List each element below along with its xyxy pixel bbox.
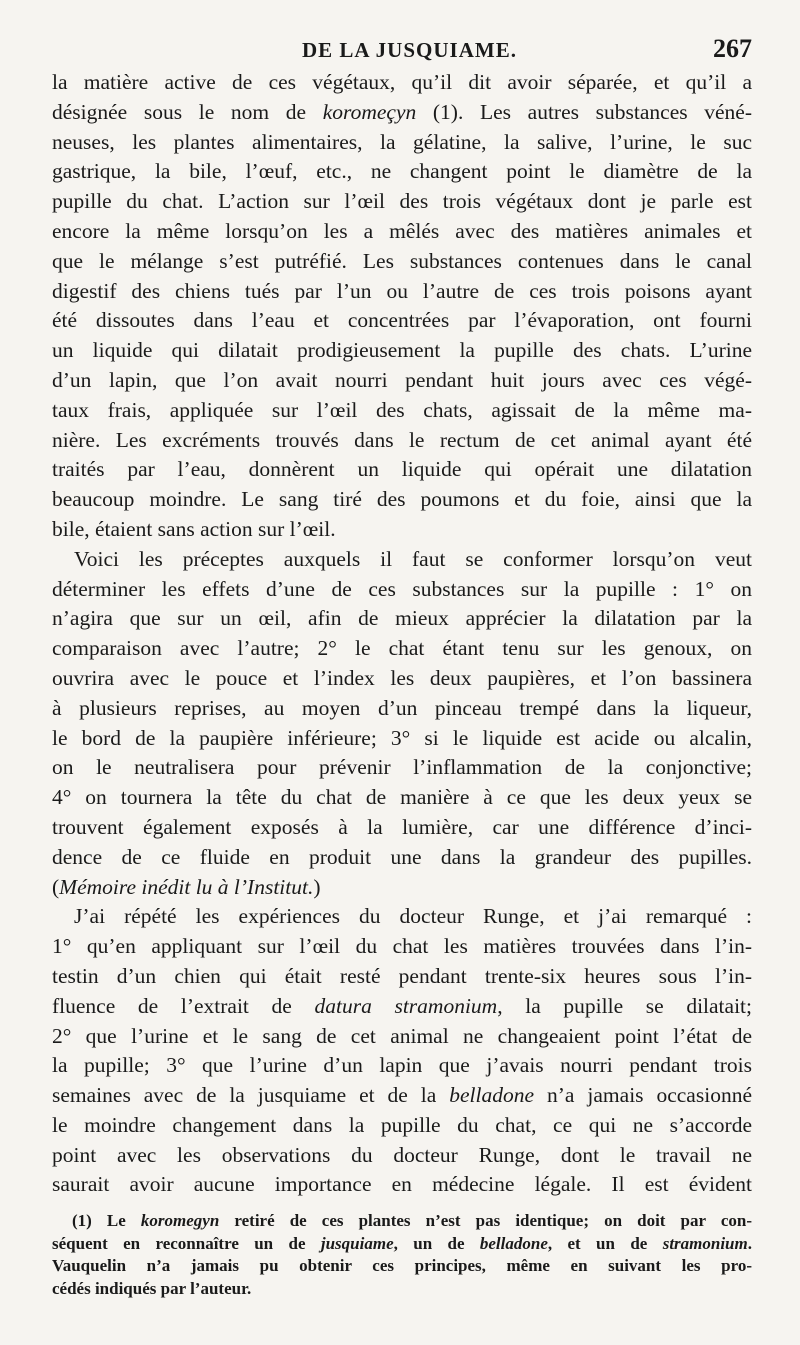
text-line bbox=[52, 306, 752, 336]
text-line bbox=[52, 1170, 752, 1200]
text-run: un liquide qui dilatait prodigieusement la pupille des chats. L’urine bbox=[52, 338, 752, 363]
text-run: nière. Les excréments trouvés dans le rectum de cet animal ayant été bbox=[52, 427, 752, 452]
text-run: J’ai répété les expériences du docteur Runge, et j’ai remarqué : bbox=[74, 904, 752, 929]
text-run: digestif des chiens tués par l’un ou l’autre de ces trois poisons ayant bbox=[52, 278, 752, 303]
text-run: testin d’un chien qui était resté pendant trente-six heures sous l’in- bbox=[52, 963, 752, 988]
text-line bbox=[52, 396, 752, 426]
text-line bbox=[52, 1081, 752, 1111]
text-run: 1° qu’en appliquant sur l’œil du chat les matières trouvées dans l’in- bbox=[52, 934, 752, 959]
text-line bbox=[52, 336, 752, 366]
text-line bbox=[52, 873, 752, 903]
text-run: le bord de la paupière inférieure; 3° si le liquide est acide ou alcalin, bbox=[52, 725, 752, 750]
text-run: 4° on tournera la tête du chat de manière à ce que les deux yeux se bbox=[52, 785, 752, 810]
text-line bbox=[52, 634, 752, 664]
text-line bbox=[52, 277, 752, 307]
text-run: pupille du chat. L’action sur l’œil des trois végétaux dont je parle est bbox=[52, 189, 752, 214]
text-line bbox=[52, 128, 752, 158]
text-run: 2° que l’urine et le sang de cet animal ne changeaient point l’état de bbox=[52, 1023, 752, 1048]
text-run: n’a jamais occasionné bbox=[534, 1083, 752, 1108]
text-run: retiré de ces plantes n’est pas identique; on doit par con- bbox=[219, 1211, 752, 1230]
text-line bbox=[52, 98, 752, 128]
text-line bbox=[52, 1111, 752, 1141]
text-run: . bbox=[747, 1233, 752, 1253]
footnote-line bbox=[52, 1210, 752, 1233]
text-run: d’un lapin, que l’on avait nourri pendant huit jours avec ces végé- bbox=[52, 367, 752, 392]
text-line bbox=[52, 157, 752, 187]
text-run: , la pupille se dilatait; bbox=[497, 993, 752, 1018]
text-run: semaines avec de la jusquiame et de la bbox=[52, 1083, 450, 1108]
text-run: la matière active de ces végétaux, qu’il dit avoir séparée, et qu’il a bbox=[52, 70, 752, 94]
text-line bbox=[52, 366, 752, 396]
text-line bbox=[52, 932, 752, 962]
footnote-line bbox=[52, 1233, 752, 1256]
text-run: Vauquelin n’a jamais pu obtenir ces principes, même en suivant les pro- bbox=[52, 1256, 752, 1275]
italic-text: stramonium bbox=[662, 1233, 748, 1253]
text-run: ) bbox=[313, 874, 321, 899]
text-run: fluence de l’extrait de bbox=[52, 993, 315, 1018]
text-line bbox=[52, 843, 752, 873]
text-line bbox=[52, 1051, 752, 1081]
text-run: neuses, les plantes alimentaires, la gélatine, la salive, l’urine, le suc bbox=[52, 129, 752, 154]
italic-text: Mémoire inédit lu à l’Institut. bbox=[59, 874, 314, 899]
text-line bbox=[52, 604, 752, 634]
text-run: la pupille; 3° que l’urine d’un lapin que j’avais nourri pendant trois bbox=[52, 1053, 752, 1078]
text-line bbox=[52, 426, 752, 456]
text-run: n’agira que sur un œil, afin de mieux apprécier la dilatation par la bbox=[52, 606, 752, 631]
running-head bbox=[52, 36, 752, 66]
text-line bbox=[52, 545, 752, 575]
footnote bbox=[52, 1210, 752, 1300]
text-run: on le neutralisera pour prévenir l’inflammation de la conjonctive; bbox=[52, 755, 752, 780]
italic-text: koromegyn bbox=[140, 1211, 220, 1230]
text-line bbox=[52, 694, 752, 724]
text-line bbox=[52, 187, 752, 217]
text-line bbox=[52, 485, 752, 515]
footnote-line bbox=[52, 1255, 752, 1278]
text-run: ( bbox=[52, 874, 60, 899]
text-run: taux frais, appliquée sur l’œil des chats, agissait de la même ma- bbox=[52, 397, 752, 422]
text-run: à plusieurs reprises, au moyen d’un pinceau trempé dans la liqueur, bbox=[52, 695, 752, 720]
text-run: gastrique, la bile, l’œuf, etc., ne changent point le diamètre de la bbox=[52, 159, 752, 184]
text-run: le moindre changement dans la pupille du chat, ce qui ne s’accorde bbox=[52, 1112, 752, 1137]
text-run: comparaison avec l’autre; 2° le chat étant tenu sur les genoux, on bbox=[52, 636, 752, 661]
text-line bbox=[52, 1141, 752, 1171]
footnote-line bbox=[52, 1278, 752, 1301]
text-line bbox=[52, 992, 752, 1022]
text-line bbox=[52, 68, 752, 98]
italic-text: koromeçyn bbox=[322, 99, 417, 124]
text-run: encore la même lorsqu’on les a mêlés avec des matières animales et bbox=[52, 218, 752, 243]
text-line bbox=[52, 813, 752, 843]
text-line bbox=[52, 1022, 752, 1052]
text-run: que le mélange s’est putréfié. Les substances contenues dans le canal bbox=[52, 248, 752, 273]
text-run: déterminer les effets d’une de ces substances sur la pupille : 1° on bbox=[52, 576, 752, 601]
text-line bbox=[52, 515, 752, 545]
text-run: , un de bbox=[393, 1233, 480, 1253]
text-run: bile, étaient sans action sur l’œil. bbox=[52, 516, 336, 541]
italic-text: datura stramonium bbox=[314, 993, 498, 1018]
text-run: ouvrira avec le pouce et l’index les deux paupières, et l’on bassinera bbox=[52, 665, 752, 690]
text-line bbox=[52, 902, 752, 932]
main-text bbox=[52, 68, 752, 1200]
text-run: été dissoutes dans l’eau et concentrées par l’évaporation, ont fourni bbox=[52, 308, 752, 333]
text-line bbox=[52, 724, 752, 754]
text-line bbox=[52, 664, 752, 694]
text-line bbox=[52, 962, 752, 992]
text-run: dence de ce fluide en produit une dans la grandeur des pupilles. bbox=[52, 844, 752, 869]
running-title: DE LA JUSQUIAME. bbox=[302, 38, 517, 62]
italic-text: belladone bbox=[479, 1233, 548, 1253]
text-run: trouvent également exposés à la lumière, car une différence d’inci- bbox=[52, 814, 752, 839]
text-line bbox=[52, 247, 752, 277]
text-run: Voici les préceptes auxquels il faut se conformer lorsqu’on veut bbox=[74, 546, 752, 571]
text-line bbox=[52, 455, 752, 485]
italic-text: jusquiame bbox=[320, 1233, 394, 1253]
text-run: saurait avoir aucune importance en médecine légale. Il est évident bbox=[52, 1172, 752, 1197]
text-line bbox=[52, 783, 752, 813]
text-line bbox=[52, 575, 752, 605]
text-line bbox=[52, 217, 752, 247]
text-line bbox=[52, 753, 752, 783]
text-run: (1). Les autres substances véné- bbox=[416, 99, 752, 124]
text-run: point avec les observations du docteur Runge, dont le travail ne bbox=[52, 1142, 752, 1167]
text-run: désignée sous le nom de bbox=[52, 99, 323, 124]
italic-text: belladone bbox=[449, 1083, 535, 1108]
text-run: séquent en reconnaître un de bbox=[52, 1233, 321, 1253]
text-run: cédés indiqués par l’auteur. bbox=[52, 1278, 252, 1298]
text-run: , et un de bbox=[547, 1233, 663, 1253]
text-run: beaucoup moindre. Le sang tiré des poumons et du foie, ainsi que la bbox=[52, 487, 752, 512]
text-run: traités par l’eau, donnèrent un liquide qui opérait une dilatation bbox=[52, 457, 752, 482]
page-number: 267 bbox=[713, 34, 752, 63]
text-run: (1) Le bbox=[72, 1211, 141, 1230]
